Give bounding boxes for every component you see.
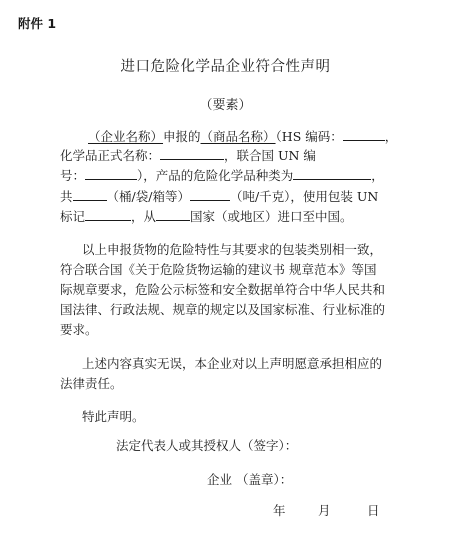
paragraph3-line: 法律责任。 — [60, 376, 123, 391]
hs-code-blank — [343, 128, 385, 141]
paragraph1-line1 — [88, 128, 397, 145]
paragraph1-line3 — [60, 167, 384, 184]
hazard-type-label: ），产品的危险化学品种类为 — [137, 168, 294, 183]
no-label: 号： — [60, 168, 86, 183]
date-month-label: 月 — [318, 503, 331, 518]
un-mark-blank — [85, 208, 131, 221]
enterprise-name-placeholder: （企业名称） — [88, 129, 164, 144]
weight-unit-label: （吨/千克），使用包装 UN — [229, 189, 379, 204]
total-label: 共 — [60, 189, 73, 204]
line3-end: ， — [371, 168, 384, 183]
chem-name-blank — [160, 147, 224, 160]
from-label: ，从 — [131, 209, 157, 224]
document-title: 进口危险化学品企业符合性声明 — [120, 59, 331, 75]
paragraph2-line: 要求。 — [60, 322, 98, 337]
hazard-type-blank — [293, 167, 371, 180]
line1-end: ， — [384, 129, 398, 144]
country-label: 国家（或地区）进口至中国。 — [190, 209, 353, 224]
paragraph1-line5 — [60, 208, 353, 225]
date-year-label: 年 — [273, 503, 286, 518]
closing-text: 特此声明。 — [82, 409, 145, 424]
paragraph2-line: 国法律、行政法规、规章的规定以及国家标准、行业标准的 — [60, 302, 386, 317]
declare-text: 申报的 — [163, 129, 201, 144]
un-no-label: ，联合国 UN 编 — [224, 148, 316, 163]
paragraph3-line: 上述内容真实无误，本企业对以上声明愿意承担相应的 — [82, 356, 383, 371]
country-blank — [156, 208, 190, 221]
package-unit-label: （桶/袋/箱等） — [106, 189, 190, 204]
product-name-placeholder: （商品名称） — [200, 129, 276, 144]
weight-blank — [190, 188, 230, 201]
quantity-blank — [73, 188, 107, 201]
document-subtitle: （要素） — [199, 98, 252, 113]
paragraph2-line: 以上申报货物的危险特性与其要求的包装类别相一致， — [82, 242, 383, 257]
hs-code-label: （HS 编码： — [275, 129, 343, 144]
attachment-label: 附件 1 — [18, 16, 57, 31]
un-no-blank — [85, 167, 137, 180]
date-day-label: 日 — [367, 503, 380, 518]
paragraph2-line: 际规章要求，危险公示标签和安全数据单符合中华人民共和 — [60, 282, 386, 297]
mark-label: 标记 — [60, 209, 86, 224]
paragraph1-line2 — [60, 147, 316, 164]
enterprise-seal-label: 企业 （盖章）： — [207, 472, 293, 487]
chem-name-label: 化学品正式名称： — [60, 148, 161, 163]
paragraph1-line4 — [60, 188, 378, 205]
representative-signature-label: 法定代表人或其授权人（签字）： — [116, 438, 298, 453]
paragraph2-line: 符合联合国《关于危险货物运输的建议书 规章范本》等国 — [60, 262, 377, 277]
